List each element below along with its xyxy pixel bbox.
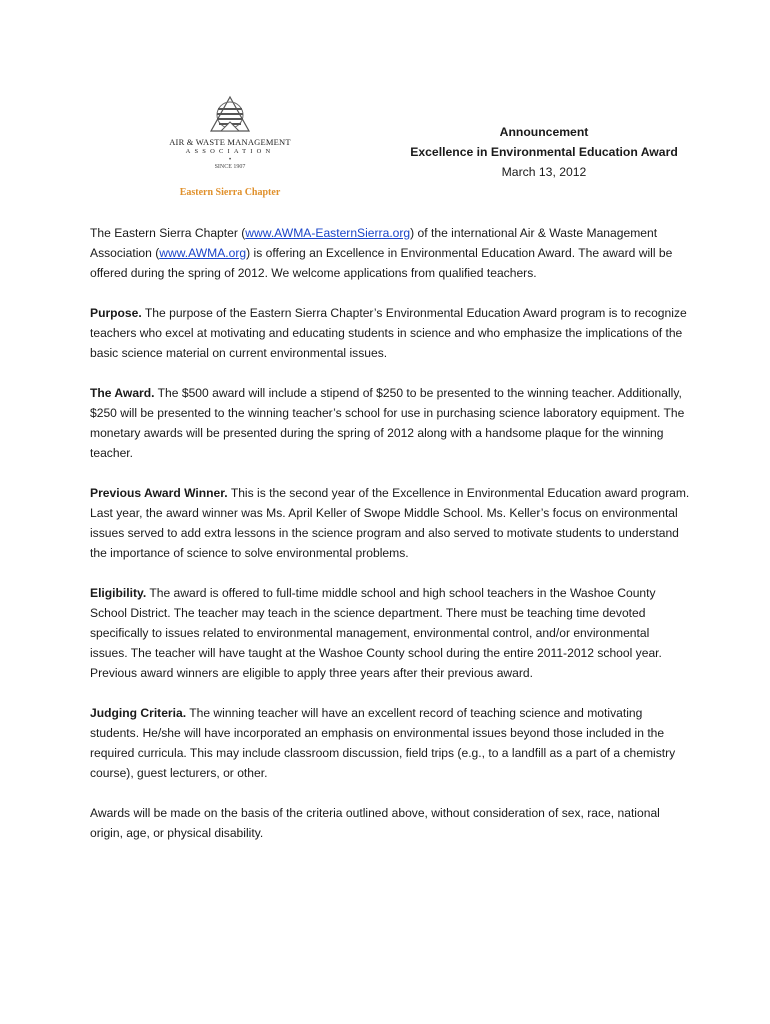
intro-text-2: ) of the international Air & Waste Management Association ( xyxy=(90,226,658,260)
org-subtitle: ASSOCIATION xyxy=(185,148,275,155)
section-text: The purpose of the Eastern Sierra Chapter’s Environmental Education Award program is to recognize teachers who excel at motivating and educating students in science and who emphasize the implications of the basic science material on current environmental issues. xyxy=(90,306,687,360)
chapter-website-link[interactable]: www.AWMA-EasternSierra.org xyxy=(245,226,411,240)
section-heading: Judging Criteria. xyxy=(90,706,187,720)
section-text: The $500 award will include a stipend of $250 to be presented to the winning teacher. Additionally, $250 will be presented to the winning teacher’s school for use in purchasing science laboratory equipment. The monetary awards will be presented during the spring of 2012 along with a handsome plaque for the winning teacher. xyxy=(90,386,685,460)
closing-paragraph: Awards will be made on the basis of the criteria outlined above, without consideration of sex, race, national origin, age, or physical disability. xyxy=(90,806,660,840)
awma-website-link[interactable]: www.AWMA.org xyxy=(159,246,247,260)
section-heading: Purpose. xyxy=(90,306,142,320)
announcement-title: Announcement xyxy=(499,125,589,139)
announcement-date: March 13, 2012 xyxy=(501,165,587,179)
chapter-name: Eastern Sierra Chapter xyxy=(179,187,281,198)
judging-criteria-section xyxy=(90,703,690,783)
section-heading: Previous Award Winner. xyxy=(90,486,228,500)
announcement-header xyxy=(405,122,683,182)
purpose-section xyxy=(90,303,690,363)
section-heading: Eligibility. xyxy=(90,586,147,600)
section-text: This is the second year of the Excellence in Environmental Education award program. Last year, the award winner was Ms. April Keller of Swope Middle School. Ms. Keller’s focus on environmental issues served to add extra lessons in the science program and also served to motivate students to understand the importance of science to solve environmental problems. xyxy=(90,486,690,560)
section-heading: The Award. xyxy=(90,386,155,400)
since-year: SINCE 1907 xyxy=(214,164,246,170)
intro-text-1: The Eastern Sierra Chapter ( xyxy=(90,226,246,240)
intro-text-3: ) is offering an Excellence in Environmental Education Award. The award will be offered during the spring of 2012. We welcome applications from qualified teachers. xyxy=(90,246,673,280)
org-name: AIR & WASTE MANAGEMENT xyxy=(169,137,291,147)
document-body xyxy=(90,223,690,863)
previous-winner-section xyxy=(90,483,690,563)
section-text: The award is offered to full-time middle school and high school teachers in the Washoe County School District. The teacher may teach in the science department. There must be teaching time devoted specifically to issues related to environmental management, environmental control, and/or environmental issues. The teacher will have taught at the Washoe County school during the entire 2011-2012 school year. Previous award winners are eligible to apply three years after their previous award. xyxy=(90,586,662,680)
awma-logo xyxy=(160,95,300,207)
intro-paragraph xyxy=(90,223,690,283)
award-title: Excellence in Environmental Education Award xyxy=(410,145,678,159)
section-text: The winning teacher will have an excellent record of teaching science and motivating students. He/she will have incorporated an emphasis on environmental issues beyond those included in the required curricula. This may include classroom discussion, field trips (e.g., to a landfill as a part of a chemistry course), guest lecturers, or other. xyxy=(90,706,676,780)
awma-emblem-icon xyxy=(208,95,252,135)
dot-separator: • xyxy=(228,157,232,163)
award-section xyxy=(90,383,690,463)
eligibility-section xyxy=(90,583,690,683)
